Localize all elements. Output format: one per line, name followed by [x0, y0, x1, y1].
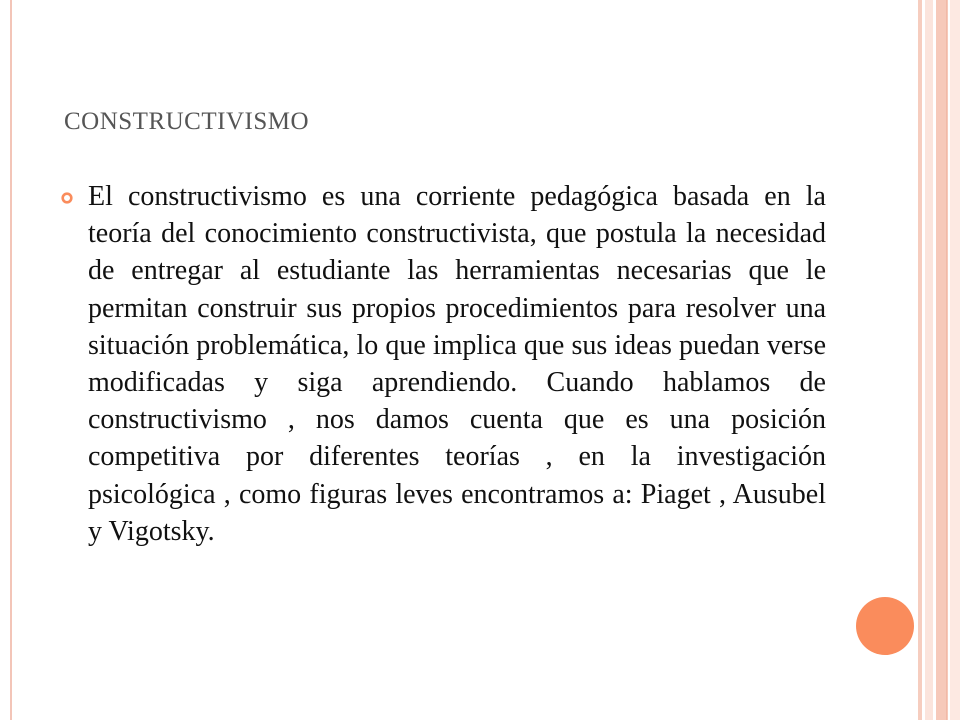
bullet-paragraph: El constructivismo es una corriente pedagógica basada en la teoría del conocimiento constructivista, que postula la necesidad de entregar al estudiante las herramientas necesarias que le permitan construir sus propios procedimientos para resolver una situación problemática, lo que implica que sus ideas puedan verse modificadas y siga aprendiendo. Cuando hablamos de constructivismo , nos damos cuenta que es una posición competitiva por diferentes teorías , en la investigación psicológica , como figuras leves encontramos a: Piaget , Ausubel y Vigotsky. — [88, 181, 826, 547]
ring-bullet-icon — [61, 192, 73, 204]
right-stripe — [950, 0, 960, 720]
left-border-line — [10, 0, 12, 720]
right-stripe-line — [946, 0, 947, 720]
right-stripe — [918, 0, 922, 720]
right-stripe — [925, 0, 933, 720]
slide-title: CONSTRUCTIVISMO — [64, 108, 310, 135]
orange-circle-icon — [856, 597, 914, 655]
